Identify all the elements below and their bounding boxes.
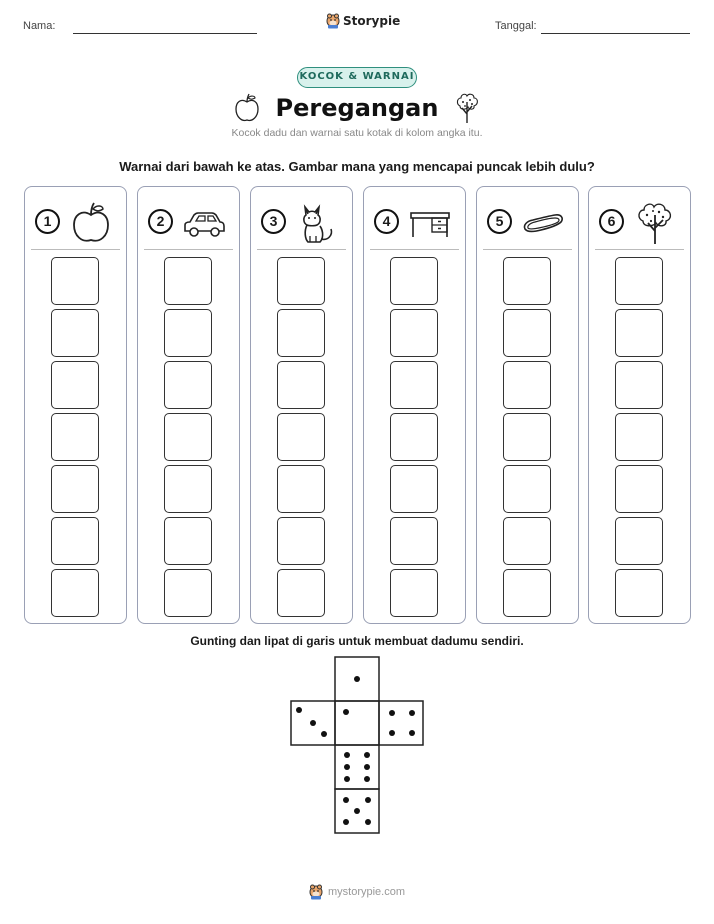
color-box[interactable] — [390, 257, 438, 305]
color-box[interactable] — [390, 413, 438, 461]
color-box[interactable] — [51, 465, 99, 513]
name-field-line[interactable] — [73, 33, 257, 34]
number-badge: 5 — [487, 209, 512, 234]
column-1 — [24, 186, 127, 624]
color-box[interactable] — [503, 569, 551, 617]
dice-face-bottom — [335, 789, 379, 833]
color-box[interactable] — [164, 517, 212, 565]
pip — [409, 710, 415, 716]
column-header — [261, 199, 344, 239]
color-box[interactable] — [503, 361, 551, 409]
color-box[interactable] — [277, 361, 325, 409]
dice-face-top — [335, 657, 379, 701]
color-box[interactable] — [164, 361, 212, 409]
color-box[interactable] — [277, 309, 325, 357]
color-box[interactable] — [615, 257, 663, 305]
apple-icon — [234, 93, 260, 123]
color-box[interactable] — [615, 465, 663, 513]
column-header — [148, 199, 231, 239]
pip — [344, 752, 350, 758]
rubber-band-icon — [521, 201, 565, 245]
storypie-mascot-icon — [326, 13, 340, 29]
color-box[interactable] — [51, 309, 99, 357]
pip — [365, 797, 371, 803]
date-label: Tanggal: — [495, 20, 537, 32]
title-row — [0, 92, 714, 124]
pip — [343, 797, 349, 803]
color-box[interactable] — [390, 517, 438, 565]
column-3 — [250, 186, 353, 624]
pip — [364, 752, 370, 758]
column-divider — [595, 249, 684, 250]
pip — [365, 819, 371, 825]
tree-icon — [633, 201, 677, 245]
page-title: Peregangan — [275, 94, 439, 122]
column-2 — [137, 186, 240, 624]
column-divider — [257, 249, 346, 250]
color-box[interactable] — [277, 257, 325, 305]
tree-icon — [454, 92, 480, 124]
pip — [389, 710, 395, 716]
color-box[interactable] — [51, 413, 99, 461]
pip — [343, 819, 349, 825]
pip — [354, 808, 360, 814]
number-badge: 6 — [599, 209, 624, 234]
dice-face-right — [379, 701, 423, 745]
color-box[interactable] — [615, 309, 663, 357]
color-box[interactable] — [51, 569, 99, 617]
color-box[interactable] — [51, 257, 99, 305]
number-badge: 1 — [35, 209, 60, 234]
apple-icon — [69, 201, 113, 245]
number-badge: 2 — [148, 209, 173, 234]
color-box[interactable] — [390, 361, 438, 409]
pip — [364, 764, 370, 770]
color-box[interactable] — [503, 517, 551, 565]
car-icon — [182, 201, 226, 245]
color-box[interactable] — [503, 465, 551, 513]
activity-badge: KOCOK & WARNAI — [297, 67, 417, 88]
color-box[interactable] — [277, 465, 325, 513]
pip — [296, 707, 302, 713]
coloring-columns — [24, 186, 690, 624]
color-box[interactable] — [390, 309, 438, 357]
color-box[interactable] — [615, 361, 663, 409]
pip — [409, 730, 415, 736]
footer-url[interactable]: mystorypie.com — [327, 886, 406, 898]
dice-face-lower — [335, 745, 379, 789]
instruction-text: Warnai dari bawah ke atas. Gambar mana yang mencapai puncak lebih dulu? — [119, 159, 595, 174]
color-box[interactable] — [164, 257, 212, 305]
page-footer — [0, 884, 714, 900]
column-5 — [476, 186, 579, 624]
column-6 — [588, 186, 691, 624]
color-box[interactable] — [503, 257, 551, 305]
color-box[interactable] — [51, 517, 99, 565]
dice-face-left — [291, 701, 335, 745]
column-header — [35, 199, 118, 239]
number-badge: 3 — [261, 209, 286, 234]
color-box[interactable] — [164, 465, 212, 513]
page-subtitle: Kocok dadu dan warnai satu kotak di kolom angka itu. — [231, 127, 483, 139]
color-box[interactable] — [503, 309, 551, 357]
column-divider — [370, 249, 459, 250]
color-box[interactable] — [390, 465, 438, 513]
number-badge: 4 — [374, 209, 399, 234]
pip — [389, 730, 395, 736]
column-divider — [483, 249, 572, 250]
date-field-line[interactable] — [541, 33, 690, 34]
color-box[interactable] — [615, 413, 663, 461]
color-box[interactable] — [164, 413, 212, 461]
worksheet-header — [0, 0, 714, 50]
color-box[interactable] — [615, 569, 663, 617]
color-box[interactable] — [615, 517, 663, 565]
brand-logo — [326, 13, 400, 29]
pip — [344, 764, 350, 770]
dice-face-center — [335, 701, 379, 745]
color-box[interactable] — [277, 517, 325, 565]
pip — [343, 709, 349, 715]
pip — [364, 776, 370, 782]
pip — [310, 720, 316, 726]
color-box[interactable] — [51, 361, 99, 409]
column-header — [374, 199, 457, 239]
color-box[interactable] — [164, 569, 212, 617]
color-box[interactable] — [164, 309, 212, 357]
column-divider — [144, 249, 233, 250]
name-label: Nama: — [23, 20, 56, 32]
color-box[interactable] — [390, 569, 438, 617]
cut-instruction: Gunting dan lipat di garis untuk membuat dadumu sendiri. — [190, 634, 524, 648]
brand-name: Storypie — [343, 14, 401, 28]
color-box[interactable] — [277, 413, 325, 461]
column-header — [599, 199, 682, 239]
storypie-mascot-icon — [309, 884, 323, 900]
color-box[interactable] — [277, 569, 325, 617]
pip — [354, 676, 360, 682]
desk-icon — [408, 201, 452, 245]
pip — [344, 776, 350, 782]
column-header — [487, 199, 570, 239]
column-divider — [31, 249, 120, 250]
pip — [321, 731, 327, 737]
color-box[interactable] — [503, 413, 551, 461]
cat-icon — [295, 201, 339, 245]
column-4 — [363, 186, 466, 624]
